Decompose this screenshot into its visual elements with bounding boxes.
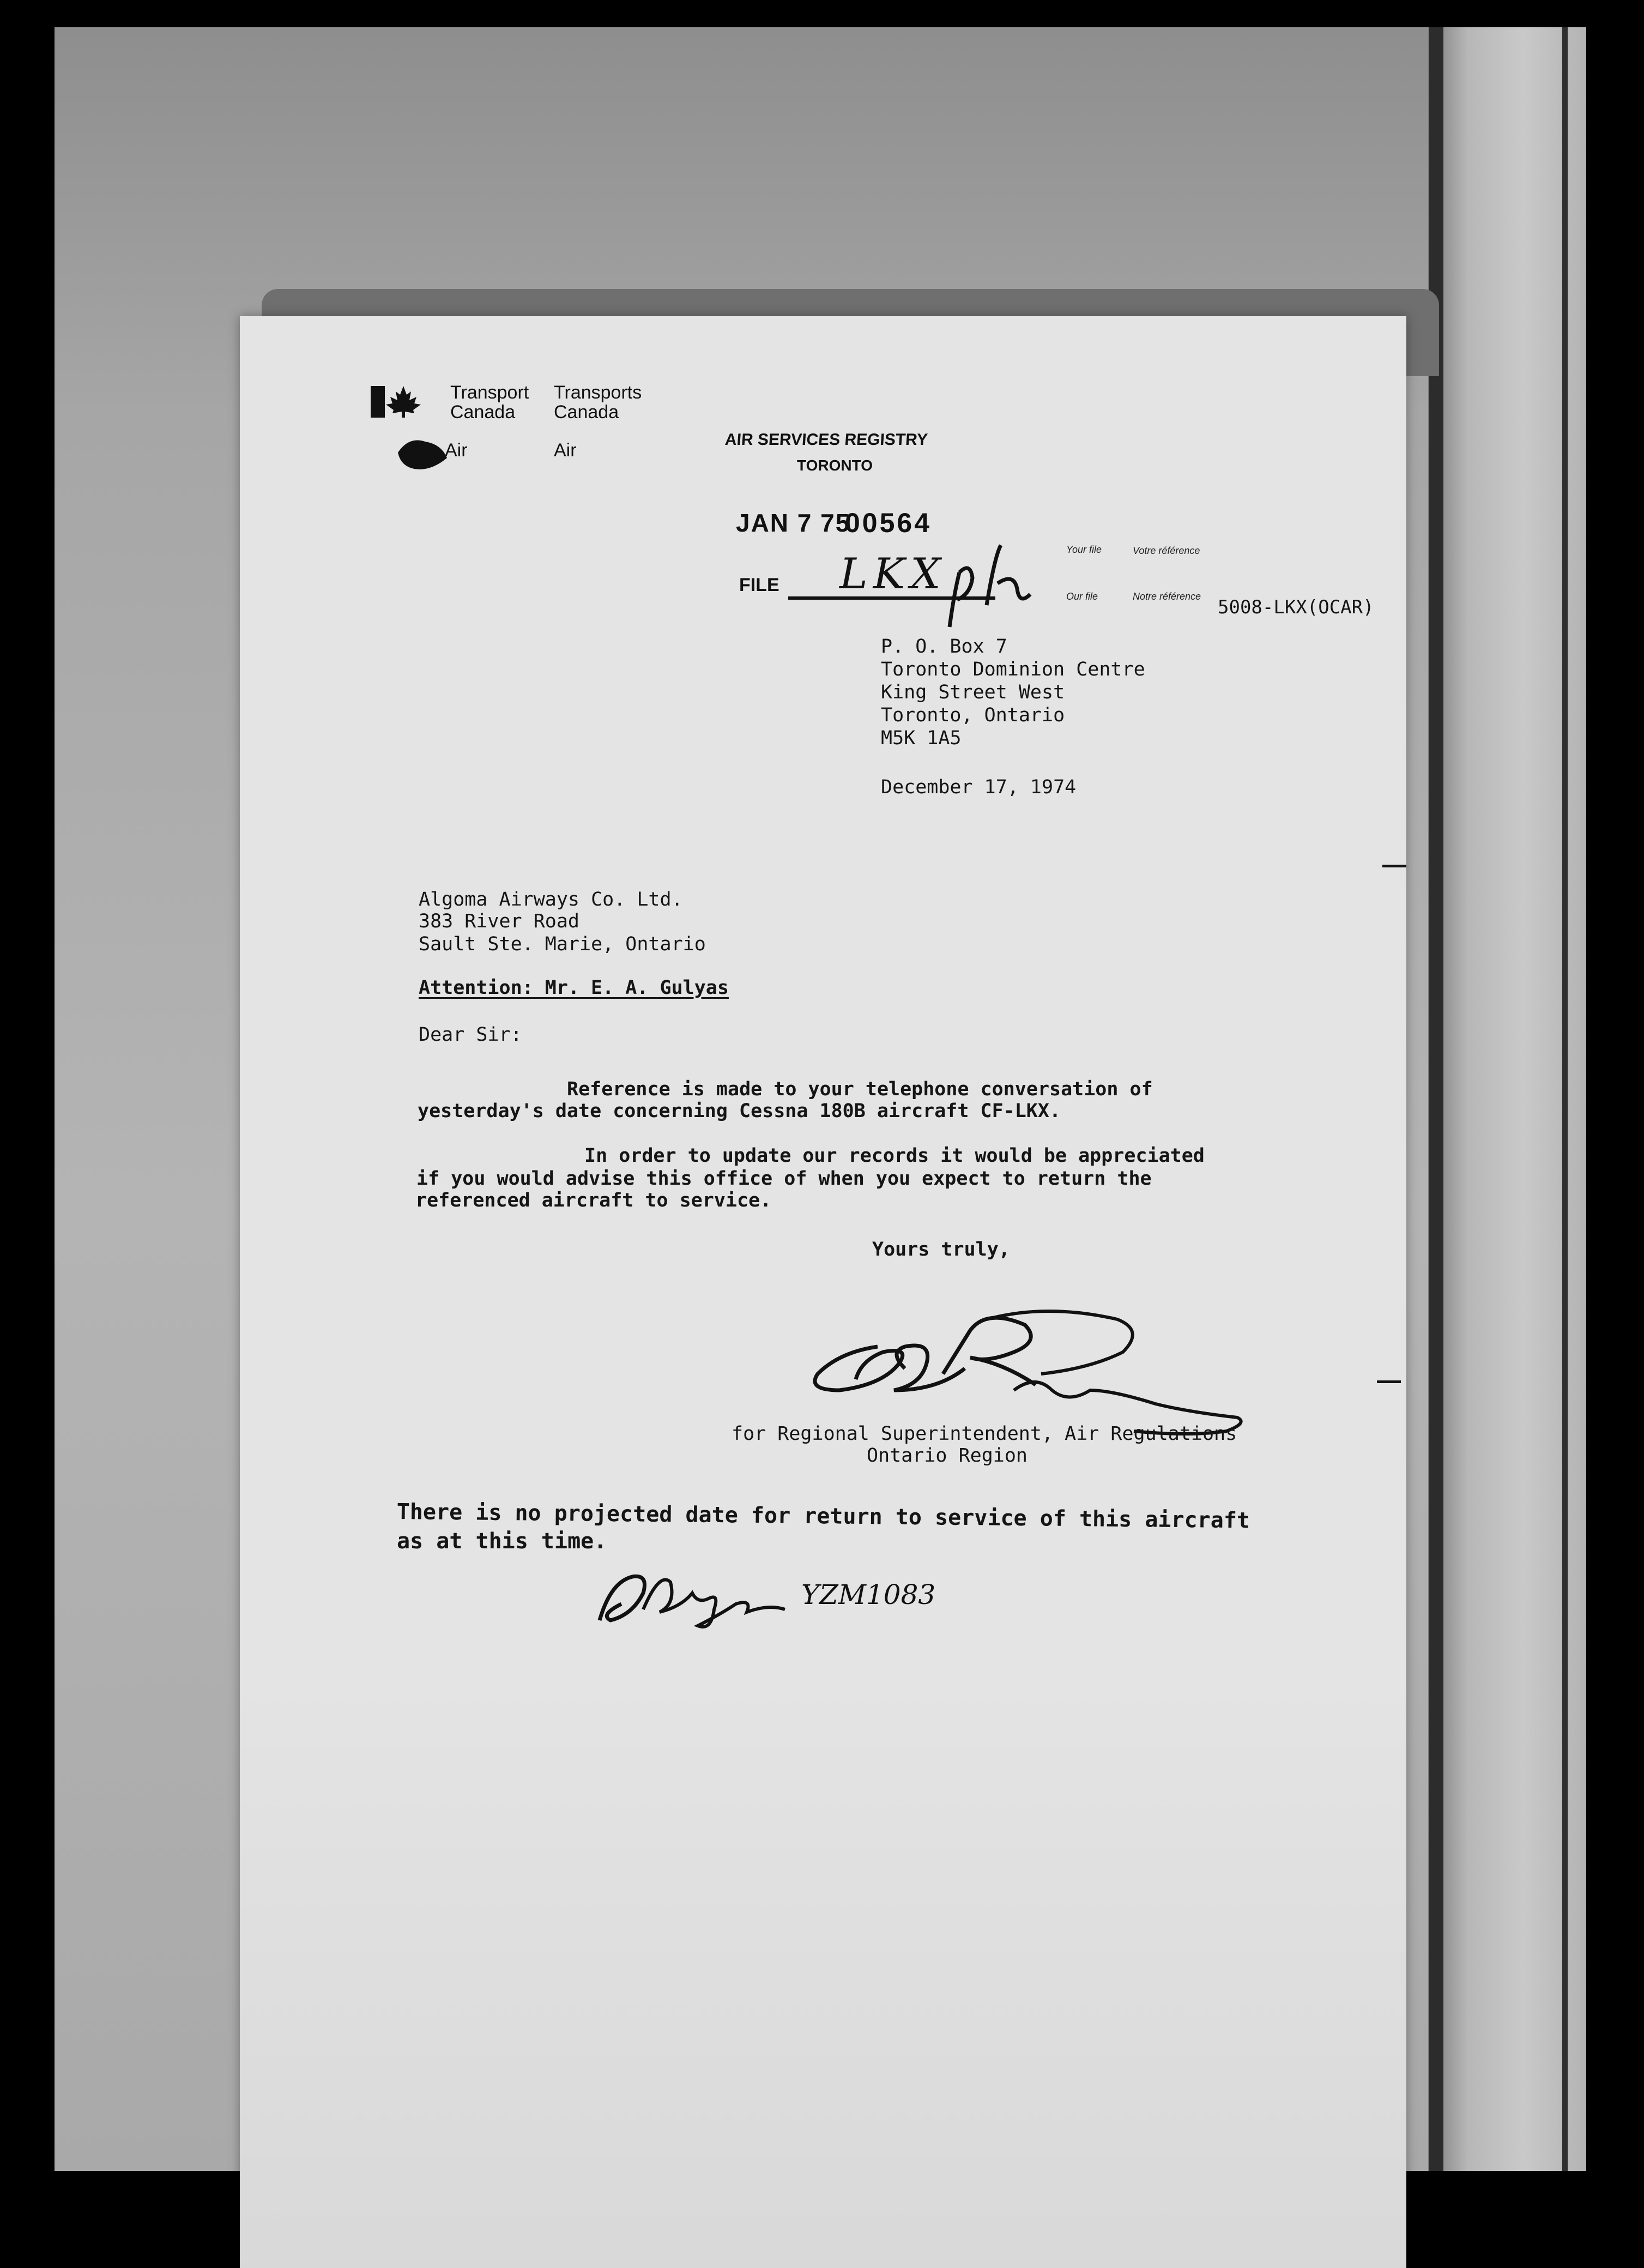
our-file-value: 5008-LKX(OCAR)	[1218, 596, 1374, 618]
registry-stamp-number: 00564	[845, 508, 932, 538]
paper-shade	[240, 1668, 1406, 2268]
sender-address-line: King Street West	[881, 681, 1065, 703]
ink-blot	[392, 431, 452, 476]
recipient-line: 383 River Road	[419, 910, 580, 932]
sender-address-line: M5K 1A5	[881, 727, 962, 749]
body-line: Reference is made to your telephone conversation of	[567, 1078, 1153, 1100]
closing: Yours truly,	[872, 1239, 1010, 1260]
registry-stamp-date: JAN 7 75	[736, 509, 851, 537]
file-label: FILE	[739, 575, 779, 595]
reply-line: as at this time.	[397, 1529, 607, 1554]
file-handwritten: LKX	[839, 550, 946, 599]
salutation: Dear Sir:	[419, 1024, 522, 1046]
signatory-line: for Regional Superintendent, Air Regulations	[732, 1423, 1237, 1445]
reply-signature	[589, 1560, 807, 1639]
registry-stamp-line1: AIR SERVICES REGISTRY	[724, 431, 928, 449]
our-file-label-fr: Notre référence	[1133, 591, 1201, 602]
dept-en: Air	[445, 440, 468, 461]
letter-date: December 17, 1974	[881, 776, 1077, 798]
body-line: if you would advise this office of when you expect to return the	[416, 1168, 1152, 1190]
registry-stamp-line2: TORONTO	[797, 457, 873, 474]
dept-fr: Air	[554, 440, 577, 461]
margin-tick	[1377, 1380, 1401, 1383]
body-line: In order to update our records it would be appreciated	[584, 1145, 1205, 1167]
body-line: referenced aircraft to service.	[415, 1190, 772, 1211]
handwritten-initials-top	[938, 540, 1047, 646]
sender-address-line: P. O. Box 7	[881, 636, 1007, 658]
body-line: yesterday's date concerning Cessna 180B aircraft CF-LKX.	[418, 1100, 1061, 1122]
recipient-line: Algoma Airways Co. Ltd.	[419, 889, 683, 910]
reply-line: There is no projected date for return to service of this aircraft	[396, 1499, 1250, 1534]
your-file-label-fr: Votre référence	[1133, 545, 1200, 556]
canada-flag-logo	[371, 382, 425, 422]
signatory-line: Ontario Region	[867, 1445, 1028, 1467]
org-name-en: Transport Canada	[450, 382, 529, 423]
reply-signature-note: YZM1083	[801, 1579, 936, 1610]
our-file-label-en: Our file	[1066, 591, 1098, 602]
attention-line: Attention: Mr. E. A. Gulyas	[419, 977, 729, 999]
your-file-label-en: Your file	[1066, 544, 1102, 555]
recipient-line: Sault Ste. Marie, Ontario	[419, 933, 706, 955]
sender-address-line: Toronto Dominion Centre	[881, 659, 1145, 680]
board-edge-line	[1562, 27, 1568, 2171]
org-name-fr: Transports Canada	[554, 382, 642, 423]
margin-tick	[1382, 865, 1406, 867]
sender-address-line: Toronto, Ontario	[881, 704, 1065, 726]
